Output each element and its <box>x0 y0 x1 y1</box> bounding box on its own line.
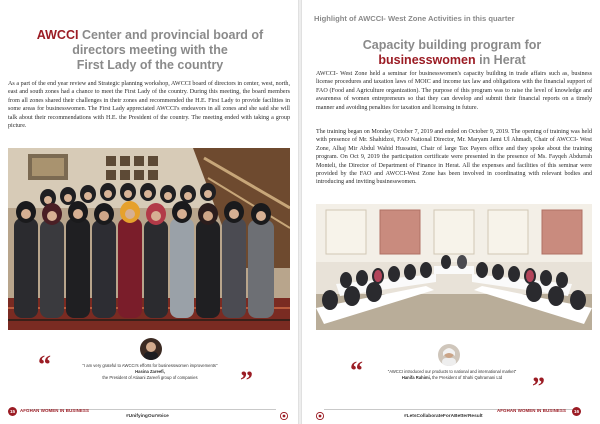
right-page <box>302 0 600 424</box>
right-article-paragraph-1: AWCCI- West Zone held a seminar for businesswomen's capacity building in trade affairs such as, business license procedures and taxation laws of MOIC and income tax law and obligations with the financial support of FAO (Food and Agriculture organization). The purpose of this program was to raise the level of knowledge and awareness of women entrepreneurs so that they can develop and submit their financial reports on a timely manner and avoiding penalties for taxation and licensing in future. <box>316 71 592 111</box>
title-accent: businesswomen <box>378 53 476 67</box>
title-line2: directors meeting with the <box>72 43 228 57</box>
title-line2: in Herat <box>479 53 526 67</box>
title-line1: Capacity building program for <box>362 38 542 52</box>
open-quote-icon: “ <box>350 356 363 385</box>
right-article-title <box>312 38 592 68</box>
seminar-photo <box>316 204 592 330</box>
quote-text: "I am very grateful to AWCCI's efforts for businesswomen improvements" <box>82 363 218 368</box>
title-line3: First Lady of the country <box>76 58 224 72</box>
quote-text: "AWCCI introduced our products to national and international market" <box>387 369 517 374</box>
quote-author-role: the President of Atiaani Zareefi group of companies <box>102 375 198 380</box>
section-kicker: Highlight of AWCCI- West Zone Activities in this quarter <box>314 14 515 23</box>
title-accent: AWCCI <box>36 28 79 42</box>
left-article-body: As a part of the end year review and Strategic planning workshop, AWCCI board of directors in center, west, north, east and south zones had a chance to meet the First Lady of the country. During this meeting, the board members from all zones shared their challenges in their zones and recommended the H.E. First Lady to provide facilities in some areas for businesswomen. The First Lady appreciated AWCCI's endeavors in all zones and she said she will talk about their recommendations with H.E. the President of the country. The meeting ended with taking a group picture. <box>8 81 290 130</box>
footer-hashtag: #LetsCollaborateForABetterResult <box>404 414 483 419</box>
title-line1: Center and provincial board of <box>81 28 264 42</box>
quote-author-line <box>364 375 540 380</box>
quote-author-avatar <box>140 338 162 360</box>
publication-name: AFGHAN WOMEN IN BUSINESS <box>497 408 566 413</box>
quote-author-role: the President of Shahi Qahramani Ltd <box>432 375 503 380</box>
awcci-logo-icon <box>316 407 324 415</box>
footer-hashtag: #UnifyingOurVoice <box>126 414 169 419</box>
right-article-paragraph-2: The training began on Monday October 7, 2019 and ended on October 9, 2019. The opening of training was held with presence of Mr. Shahidzoi, FAO National Director, Mr. Maryam Jami Ul Ahmadi, Chair of AWCCI- West Zone, Alhaj Mir Abdul Wahid Hussaini, Chair of large Tax Payers office and they spoke about the training program. On Oct 9, 2019 the participation certificate were presented in the presence of Ms. Fayqeh Abdurrah Monteli, the Director of Department of Finance in Herat. All the expenses and facilities of this seminar were provided by the FAO and AWCCI-West Zone has been involved in coordinating with relevant bodies and introducing and inviting businesswomen. <box>316 129 592 186</box>
awcci-logo-icon <box>280 407 288 415</box>
close-quote-icon: ” <box>240 366 253 395</box>
quote-author-name: Hasina Zareefi, <box>135 369 165 374</box>
left-article-title <box>10 28 290 73</box>
group-photo <box>8 148 290 330</box>
publication-name: AFGHAN WOMEN IN BUSINESS <box>20 408 89 413</box>
page-number: 15 <box>9 409 16 414</box>
quote-author-avatar <box>438 344 460 366</box>
open-quote-icon: “ <box>38 350 51 379</box>
page-number: 16 <box>573 409 580 414</box>
quote-author-name: Hanifa Rahimi, <box>401 375 431 380</box>
close-quote-icon: ” <box>532 372 545 401</box>
left-page <box>0 0 298 424</box>
